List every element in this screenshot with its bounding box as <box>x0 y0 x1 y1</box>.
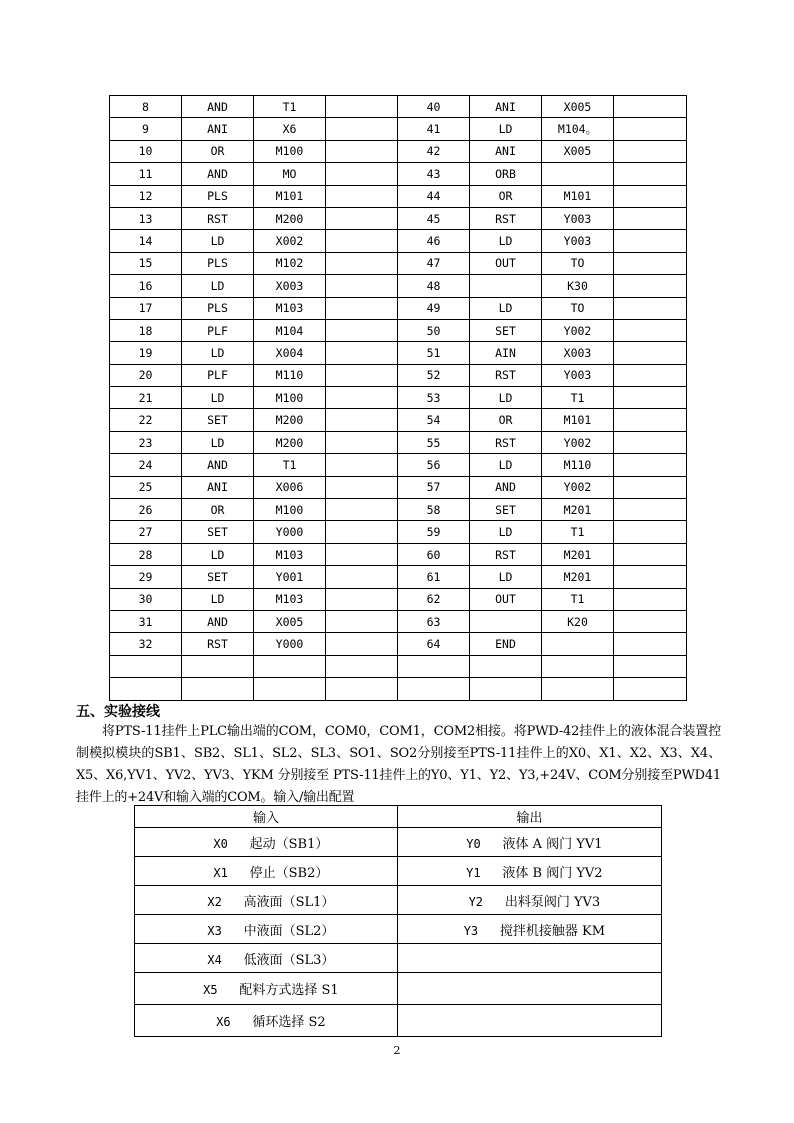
table-cell: 26 <box>110 499 182 521</box>
table-cell <box>326 454 398 476</box>
table-cell: AND <box>182 610 254 632</box>
table-row <box>110 678 687 700</box>
table-cell: T1 <box>542 521 614 543</box>
io-description: 出料泵阀门 YV3 <box>504 894 601 910</box>
table-row <box>110 319 687 341</box>
table-cell <box>254 655 326 677</box>
table-cell <box>326 319 398 341</box>
table-row <box>110 364 687 386</box>
table-cell: LD <box>470 454 542 476</box>
table-cell: Y002 <box>542 319 614 341</box>
table-cell: M200 <box>254 409 326 431</box>
table-cell <box>614 655 687 677</box>
table-cell: 32 <box>110 633 182 655</box>
table-cell: Y003 <box>542 230 614 252</box>
table-cell: SET <box>182 409 254 431</box>
io-output-cell <box>398 1005 662 1037</box>
table-cell: LD <box>182 543 254 565</box>
table-cell: MO <box>254 163 326 185</box>
table-cell: RST <box>470 207 542 229</box>
io-row <box>135 828 662 857</box>
table-cell: M100 <box>254 499 326 521</box>
table-cell: M110 <box>542 454 614 476</box>
table-cell <box>542 163 614 185</box>
table-cell: M200 <box>254 431 326 453</box>
table-cell: X002 <box>254 230 326 252</box>
table-cell: 40 <box>398 96 470 118</box>
io-output-cell <box>398 857 662 886</box>
table-row <box>110 655 687 677</box>
table-cell: 57 <box>398 476 470 498</box>
table-cell <box>326 275 398 297</box>
table-cell <box>614 610 687 632</box>
table-row <box>110 588 687 610</box>
table-row <box>110 633 687 655</box>
io-input-cell <box>135 1005 398 1037</box>
table-cell <box>614 409 687 431</box>
table-cell <box>326 364 398 386</box>
table-cell <box>614 454 687 476</box>
table-cell <box>614 588 687 610</box>
table-cell: 9 <box>110 118 182 140</box>
io-description: 停止（SB2） <box>249 865 329 881</box>
table-cell: AND <box>182 96 254 118</box>
table-cell: Y000 <box>254 633 326 655</box>
io-description: 液体 A 阀门 YV1 <box>502 836 603 852</box>
table-cell: M101 <box>542 409 614 431</box>
table-cell: 60 <box>398 543 470 565</box>
io-output-cell <box>398 973 662 1005</box>
table-cell <box>614 252 687 274</box>
table-row <box>110 499 687 521</box>
table-cell <box>326 678 398 700</box>
page-number: 2 <box>393 1044 401 1057</box>
table-cell: PLS <box>182 252 254 274</box>
io-input-cell <box>135 973 398 1005</box>
io-output-cell <box>398 944 662 973</box>
table-cell: LD <box>182 275 254 297</box>
table-cell <box>326 342 398 364</box>
table-cell: ANI <box>182 476 254 498</box>
table-cell: LD <box>470 521 542 543</box>
table-cell <box>542 655 614 677</box>
table-cell: Y003 <box>542 364 614 386</box>
table-cell: 13 <box>110 207 182 229</box>
table-cell: LD <box>470 118 542 140</box>
table-cell: M110 <box>254 364 326 386</box>
table-cell: RST <box>470 543 542 565</box>
io-input-cell <box>135 944 398 973</box>
table-cell: 61 <box>398 566 470 588</box>
table-cell: 48 <box>398 275 470 297</box>
io-row <box>135 886 662 915</box>
io-input-header: 输入 <box>135 806 398 828</box>
table-cell <box>326 118 398 140</box>
table-cell <box>614 566 687 588</box>
table-cell: SET <box>470 319 542 341</box>
table-cell: LD <box>470 566 542 588</box>
table-cell <box>614 96 687 118</box>
table-row <box>110 566 687 588</box>
table-cell: 27 <box>110 521 182 543</box>
table-cell <box>614 140 687 162</box>
table-cell: 45 <box>398 207 470 229</box>
table-cell <box>110 655 182 677</box>
table-cell <box>614 633 687 655</box>
table-cell: END <box>470 633 542 655</box>
table-cell: OR <box>182 140 254 162</box>
table-cell: M103 <box>254 297 326 319</box>
table-cell: RST <box>182 633 254 655</box>
table-row <box>110 96 687 118</box>
table-row <box>110 185 687 207</box>
table-cell <box>326 96 398 118</box>
io-row <box>135 973 662 1005</box>
table-row <box>110 543 687 565</box>
table-cell: OUT <box>470 252 542 274</box>
table-row <box>110 454 687 476</box>
io-description: 循环选择 S2 <box>252 1015 326 1030</box>
table-cell: 15 <box>110 252 182 274</box>
table-cell: AIN <box>470 342 542 364</box>
table-cell: ANI <box>470 96 542 118</box>
table-cell: M201 <box>542 543 614 565</box>
table-cell: M102 <box>254 252 326 274</box>
table-cell: X004 <box>254 342 326 364</box>
io-code: X5 <box>203 983 218 997</box>
table-cell: SET <box>182 566 254 588</box>
table-cell <box>110 678 182 700</box>
table-cell: ORB <box>470 163 542 185</box>
io-output-cell <box>398 915 662 944</box>
table-cell <box>326 409 398 431</box>
table-cell: M100 <box>254 140 326 162</box>
table-cell <box>326 633 398 655</box>
io-code: X0 <box>213 836 228 851</box>
table-cell: 52 <box>398 364 470 386</box>
table-cell: K20 <box>542 610 614 632</box>
table-cell: 29 <box>110 566 182 588</box>
table-row <box>110 207 687 229</box>
table-cell <box>326 297 398 319</box>
io-input-cell <box>135 828 398 857</box>
table-row <box>110 431 687 453</box>
program-table-body <box>110 96 687 701</box>
table-cell <box>542 633 614 655</box>
table-cell: 55 <box>398 431 470 453</box>
table-cell: 19 <box>110 342 182 364</box>
table-cell: LD <box>182 342 254 364</box>
table-cell: 50 <box>398 319 470 341</box>
io-code: X3 <box>207 923 222 938</box>
table-cell: PLF <box>182 364 254 386</box>
table-cell <box>326 230 398 252</box>
io-output-header: 输出 <box>398 806 662 828</box>
table-cell: 11 <box>110 163 182 185</box>
table-cell <box>614 319 687 341</box>
io-code: X6 <box>216 1015 231 1029</box>
table-cell: 62 <box>398 588 470 610</box>
table-cell: RST <box>470 364 542 386</box>
io-row <box>135 857 662 886</box>
io-input-cell <box>135 886 398 915</box>
table-cell <box>614 678 687 700</box>
io-description: 起动（SB1） <box>249 836 329 852</box>
table-cell: PLS <box>182 297 254 319</box>
table-row <box>110 118 687 140</box>
table-cell: 14 <box>110 230 182 252</box>
io-code: X4 <box>207 952 222 967</box>
table-cell: 30 <box>110 588 182 610</box>
table-cell: TO <box>542 297 614 319</box>
io-description: 配料方式选择 S1 <box>239 983 339 998</box>
table-cell: 8 <box>110 96 182 118</box>
table-cell <box>542 678 614 700</box>
table-cell: 44 <box>398 185 470 207</box>
table-cell: K30 <box>542 275 614 297</box>
table-cell <box>326 610 398 632</box>
table-cell <box>326 655 398 677</box>
table-cell: 12 <box>110 185 182 207</box>
table-cell: X005 <box>542 96 614 118</box>
table-cell: Y002 <box>542 431 614 453</box>
table-cell: X003 <box>254 275 326 297</box>
table-cell: TO <box>542 252 614 274</box>
table-row <box>110 387 687 409</box>
table-cell <box>614 163 687 185</box>
table-cell: Y003 <box>542 207 614 229</box>
table-row <box>110 275 687 297</box>
table-cell: X6 <box>254 118 326 140</box>
table-cell: 63 <box>398 610 470 632</box>
table-cell: M100 <box>254 387 326 409</box>
table-cell: OUT <box>470 588 542 610</box>
io-description: 中液面（SL2） <box>243 923 335 939</box>
table-cell: T1 <box>542 588 614 610</box>
table-cell: T1 <box>254 454 326 476</box>
table-cell <box>326 387 398 409</box>
io-code: Y2 <box>468 894 484 909</box>
io-row <box>135 944 662 973</box>
table-cell: 31 <box>110 610 182 632</box>
table-cell: X005 <box>254 610 326 632</box>
table-cell: T1 <box>254 96 326 118</box>
table-cell: 59 <box>398 521 470 543</box>
table-cell <box>614 185 687 207</box>
table-cell: 49 <box>398 297 470 319</box>
table-cell <box>470 655 542 677</box>
table-cell <box>398 655 470 677</box>
table-cell <box>470 275 542 297</box>
io-code: Y3 <box>463 923 479 938</box>
io-description: 液体 B 阀门 YV2 <box>502 865 603 881</box>
table-cell: AND <box>182 163 254 185</box>
table-cell: Y001 <box>254 566 326 588</box>
table-cell <box>614 543 687 565</box>
table-cell <box>614 230 687 252</box>
table-cell <box>470 678 542 700</box>
table-cell: M101 <box>542 185 614 207</box>
table-cell <box>614 431 687 453</box>
table-cell <box>470 610 542 632</box>
table-cell: 46 <box>398 230 470 252</box>
table-cell: LD <box>182 588 254 610</box>
table-cell: RST <box>470 431 542 453</box>
table-cell: M104。 <box>542 118 614 140</box>
table-cell <box>326 588 398 610</box>
io-description: 高液面（SL1） <box>243 894 335 910</box>
table-cell: LD <box>182 230 254 252</box>
table-cell: 24 <box>110 454 182 476</box>
table-cell <box>326 499 398 521</box>
table-row <box>110 163 687 185</box>
io-code: Y1 <box>466 865 481 880</box>
io-code: X2 <box>207 894 222 909</box>
table-cell <box>398 678 470 700</box>
table-cell <box>326 252 398 274</box>
table-cell: 20 <box>110 364 182 386</box>
io-description: 低液面（SL3） <box>243 952 335 968</box>
io-description: 搅拌机接触器 KM <box>499 923 606 939</box>
table-row <box>110 140 687 162</box>
table-cell: AND <box>470 476 542 498</box>
table-cell: 10 <box>110 140 182 162</box>
table-cell: 41 <box>398 118 470 140</box>
table-cell <box>614 387 687 409</box>
table-cell: 23 <box>110 431 182 453</box>
table-cell <box>326 163 398 185</box>
table-cell <box>326 431 398 453</box>
io-code: X1 <box>213 865 228 880</box>
table-row <box>110 521 687 543</box>
table-cell: 18 <box>110 319 182 341</box>
io-code: Y0 <box>466 836 481 851</box>
table-cell <box>614 499 687 521</box>
table-cell: LD <box>470 387 542 409</box>
table-cell: 64 <box>398 633 470 655</box>
table-cell <box>326 140 398 162</box>
table-cell: 25 <box>110 476 182 498</box>
table-cell: ANI <box>470 140 542 162</box>
table-cell: M200 <box>254 207 326 229</box>
table-cell: Y002 <box>542 476 614 498</box>
wiring-paragraph: 将PTS-11挂件上PLC输出端的COM，COM0，COM1，COM2相接。将PWD-42挂件上的液体混合装置控制模拟模块的SB1、SB2、SL1、SL2、SL3、SO1、SO2分别接至PTS-11挂件上的X0、X1、X2、X3、X4、X5、X6,YV1、YV2、YV3、YKM 分别接至 PTS-11挂件上的Y0、Y1、Y2、Y3,+24V、COM分别接至PWD41挂件上的+24V和输入端的COM。输入/输出配置 <box>76 724 721 805</box>
table-cell <box>182 655 254 677</box>
table-row <box>110 476 687 498</box>
table-cell: 16 <box>110 275 182 297</box>
table-cell: X003 <box>542 342 614 364</box>
table-cell: 42 <box>398 140 470 162</box>
table-cell <box>326 521 398 543</box>
io-config-table <box>134 805 662 1037</box>
table-cell: LD <box>182 387 254 409</box>
table-cell: X006 <box>254 476 326 498</box>
table-cell: T1 <box>542 387 614 409</box>
table-cell: X005 <box>542 140 614 162</box>
table-cell <box>326 476 398 498</box>
table-cell <box>614 275 687 297</box>
section-heading: 五、实验接线 <box>76 704 160 720</box>
table-cell: 17 <box>110 297 182 319</box>
table-cell <box>326 207 398 229</box>
table-cell <box>182 678 254 700</box>
io-output-cell <box>398 828 662 857</box>
table-cell <box>614 118 687 140</box>
table-cell <box>614 521 687 543</box>
table-cell: 51 <box>398 342 470 364</box>
table-cell: 53 <box>398 387 470 409</box>
table-row <box>110 230 687 252</box>
table-cell <box>326 543 398 565</box>
program-table <box>109 95 687 701</box>
table-cell <box>326 185 398 207</box>
table-cell <box>614 297 687 319</box>
table-cell: ANI <box>182 118 254 140</box>
table-cell: 22 <box>110 409 182 431</box>
table-cell: LD <box>470 297 542 319</box>
table-cell: PLS <box>182 185 254 207</box>
table-cell <box>326 566 398 588</box>
io-output-cell <box>398 886 662 915</box>
table-row <box>110 342 687 364</box>
table-cell: 28 <box>110 543 182 565</box>
table-cell <box>614 476 687 498</box>
table-cell: M101 <box>254 185 326 207</box>
table-cell: SET <box>182 521 254 543</box>
table-row <box>110 409 687 431</box>
table-cell: M201 <box>542 566 614 588</box>
table-cell: OR <box>470 185 542 207</box>
table-cell: LD <box>182 431 254 453</box>
table-cell: 54 <box>398 409 470 431</box>
table-cell: Y000 <box>254 521 326 543</box>
table-cell: 43 <box>398 163 470 185</box>
table-cell: M103 <box>254 543 326 565</box>
table-row <box>110 252 687 274</box>
table-cell: 56 <box>398 454 470 476</box>
table-cell: 21 <box>110 387 182 409</box>
table-row <box>110 610 687 632</box>
table-cell: M104 <box>254 319 326 341</box>
table-cell: SET <box>470 499 542 521</box>
table-cell: AND <box>182 454 254 476</box>
table-cell: RST <box>182 207 254 229</box>
table-cell: PLF <box>182 319 254 341</box>
table-cell: LD <box>470 230 542 252</box>
table-cell: M201 <box>542 499 614 521</box>
io-row <box>135 1005 662 1037</box>
table-row <box>110 297 687 319</box>
table-cell: M103 <box>254 588 326 610</box>
table-cell: 58 <box>398 499 470 521</box>
io-table-body <box>135 828 662 1037</box>
table-cell <box>614 342 687 364</box>
table-cell: 47 <box>398 252 470 274</box>
io-input-cell <box>135 915 398 944</box>
io-input-cell <box>135 857 398 886</box>
table-cell <box>614 207 687 229</box>
io-row <box>135 915 662 944</box>
table-cell <box>254 678 326 700</box>
table-cell: OR <box>470 409 542 431</box>
table-cell: OR <box>182 499 254 521</box>
table-cell <box>614 364 687 386</box>
